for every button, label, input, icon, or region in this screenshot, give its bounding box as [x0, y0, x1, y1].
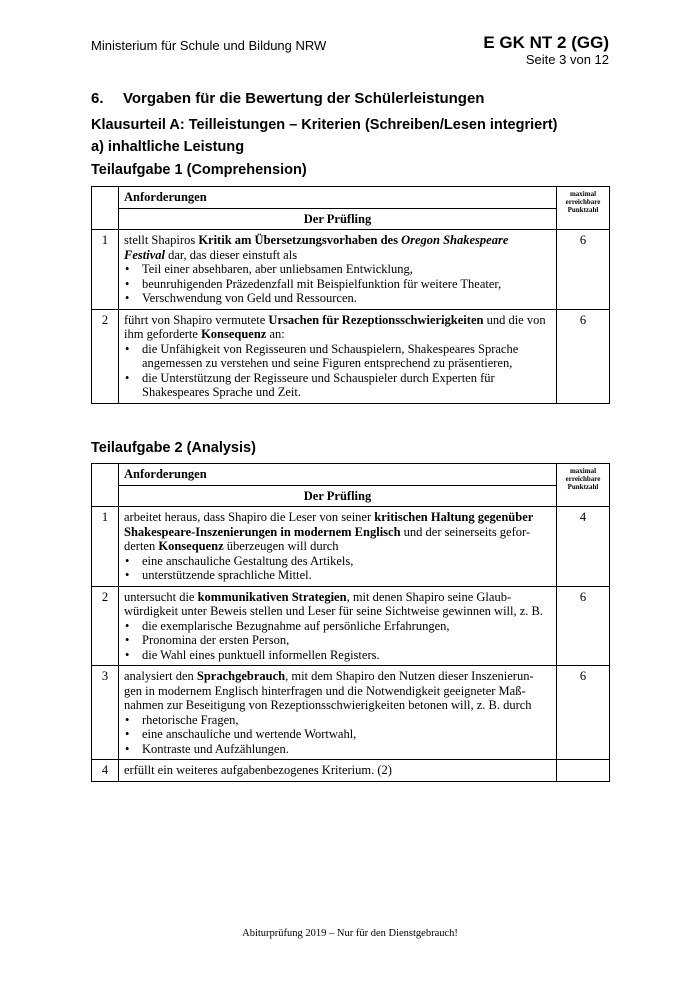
header-empty-cell	[92, 187, 119, 230]
task1-table	[91, 186, 610, 404]
list-item: • eine anschauliche und wertende Wortwahl,	[142, 727, 551, 742]
table-row	[92, 666, 610, 760]
list-item: • unterstützende sprachliche Mittel.	[142, 568, 551, 583]
row-number: 4	[92, 760, 119, 782]
row-points	[557, 760, 610, 782]
list-item: • Pronomina der ersten Person,	[142, 633, 551, 648]
list-item: • die Wahl eines punktuell informellen Registers.	[142, 648, 551, 663]
table-header-row	[92, 464, 610, 486]
row-number: 3	[92, 666, 119, 760]
section-number: 6.	[91, 90, 104, 107]
row-number: 2	[92, 586, 119, 666]
row-description: analysiert den Sprachgebrauch, mit dem Shapiro den Nutzen dieser Inszenierun-gen in modernem Englisch hinterfragen und die Notwendigkeit geeigneter Maß-nahmen zur Beseitigung von Rezeptionsschwierigkeiten betonen will, z. B. durch • rhetorische Fragen, • eine anschauliche und wertende Wortwahl, • Kontraste und Aufzählungen.	[119, 666, 557, 760]
page-footer: Abiturprüfung 2019 – Nur für den Dienstgebrauch!	[242, 928, 458, 939]
header-max-points: maximal erreichbare Punktzahl	[557, 464, 610, 507]
section-heading	[91, 90, 484, 107]
part-heading: Klausurteil A: Teilleistungen – Kriterien (Schreiben/Lesen integriert)	[91, 117, 558, 133]
row-description: untersucht die kommunikativen Strategien, mit denen Shapiro seine Glaub-würdigkeit unter Beweis stellen und Leser für seine Sichtweise gewinnen will, z. B. • die exemplarische Bezugnahme auf persönliche Erfahrungen, • Pronomina der ersten Person, • die Wahl eines punktuell informellen Registers.	[119, 586, 557, 666]
row-number: 2	[92, 309, 119, 403]
list-item: • Teil einer absehbaren, aber unliebsamen Entwicklung,	[142, 262, 551, 277]
list-item: • die Unterstützung der Regisseure und Schauspieler durch Experten für Shakespeares Sprache und Zeit.	[142, 371, 551, 400]
table-row	[92, 230, 610, 310]
row-points: 6	[557, 309, 610, 403]
table-row	[92, 760, 610, 782]
list-item: • beunruhigenden Präzedenzfall mit Beispielfunktion für weitere Theater,	[142, 277, 551, 292]
section-title: Vorgaben für die Bewertung der Schülerleistungen	[123, 90, 485, 107]
list-item: • die Unfähigkeit von Regisseuren und Schauspielern, Shakespeares Sprache angemessen zu verstehen und seine Figuren entsprechend zu präsentieren,	[142, 342, 551, 371]
header-pruefling: Der Prüfling	[119, 485, 557, 507]
header-anforderungen: Anforderungen	[119, 187, 557, 209]
row-description: arbeitet heraus, dass Shapiro die Leser von seiner kritischen Haltung gegenüber Shakespeare-Inszenierungen in modernem Englisch und der seinerseits gefor-derten Konsequenz überzeugen will durch • eine anschauliche Gestaltung des Artikels, • unterstützende sprachliche Mittel.	[119, 507, 557, 587]
row-number: 1	[92, 507, 119, 587]
row-points: 4	[557, 507, 610, 587]
table-header-row	[92, 187, 610, 209]
row-points: 6	[557, 666, 610, 760]
row-description: führt von Shapiro vermutete Ursachen für Rezeptionsschwierigkeiten und die von ihm geforderte Konsequenz an: • die Unfähigkeit von Regisseuren und Schauspielern, Shakespeares Sprache angemessen zu verstehen und seine Figuren entsprechend zu präsentieren, • die Unterstützung der Regisseure und Schauspieler durch Experten für Shakespeares Sprache und Zeit.	[119, 309, 557, 403]
row-points: 6	[557, 230, 610, 310]
list-item: • rhetorische Fragen,	[142, 713, 551, 728]
row-number: 1	[92, 230, 119, 310]
header-max-points: maximal erreichbare Punktzahl	[557, 187, 610, 230]
table-subheader-row	[92, 208, 610, 230]
row-points: 6	[557, 586, 610, 666]
table-row	[92, 586, 610, 666]
task2-table	[91, 463, 610, 782]
task1-heading: Teilaufgabe 1 (Comprehension)	[91, 162, 307, 178]
table-row	[92, 309, 610, 403]
header-exam-code: E GK NT 2 (GG)	[483, 33, 609, 52]
task2-heading: Teilaufgabe 2 (Analysis)	[91, 440, 256, 456]
table-subheader-row	[92, 485, 610, 507]
header-pruefling: Der Prüfling	[119, 208, 557, 230]
header-empty-cell	[92, 464, 119, 507]
header-anforderungen: Anforderungen	[119, 464, 557, 486]
subsection-heading: a) inhaltliche Leistung	[91, 139, 245, 155]
list-item: • Kontraste und Aufzählungen.	[142, 742, 551, 757]
table-row	[92, 507, 610, 587]
row-description: stellt Shapiros Kritik am Übersetzungsvorhaben des Oregon Shakespeare Festival dar, das dieser einstuft als • Teil einer absehbaren, aber unliebsamen Entwicklung, • beunruhigenden Präzedenzfall mit Beispielfunktion für weitere Theater, • Verschwendung von Geld und Ressourcen.	[119, 230, 557, 310]
header-ministry: Ministerium für Schule und Bildung NRW	[91, 38, 327, 53]
list-item: • eine anschauliche Gestaltung des Artikels,	[142, 554, 551, 569]
list-item: • die exemplarische Bezugnahme auf persönliche Erfahrungen,	[142, 619, 551, 634]
list-item: • Verschwendung von Geld und Ressourcen.	[142, 291, 551, 306]
header-page-number: Seite 3 von 12	[525, 52, 609, 67]
row-description: erfüllt ein weiteres aufgabenbezogenes Kriterium. (2)	[119, 760, 557, 782]
